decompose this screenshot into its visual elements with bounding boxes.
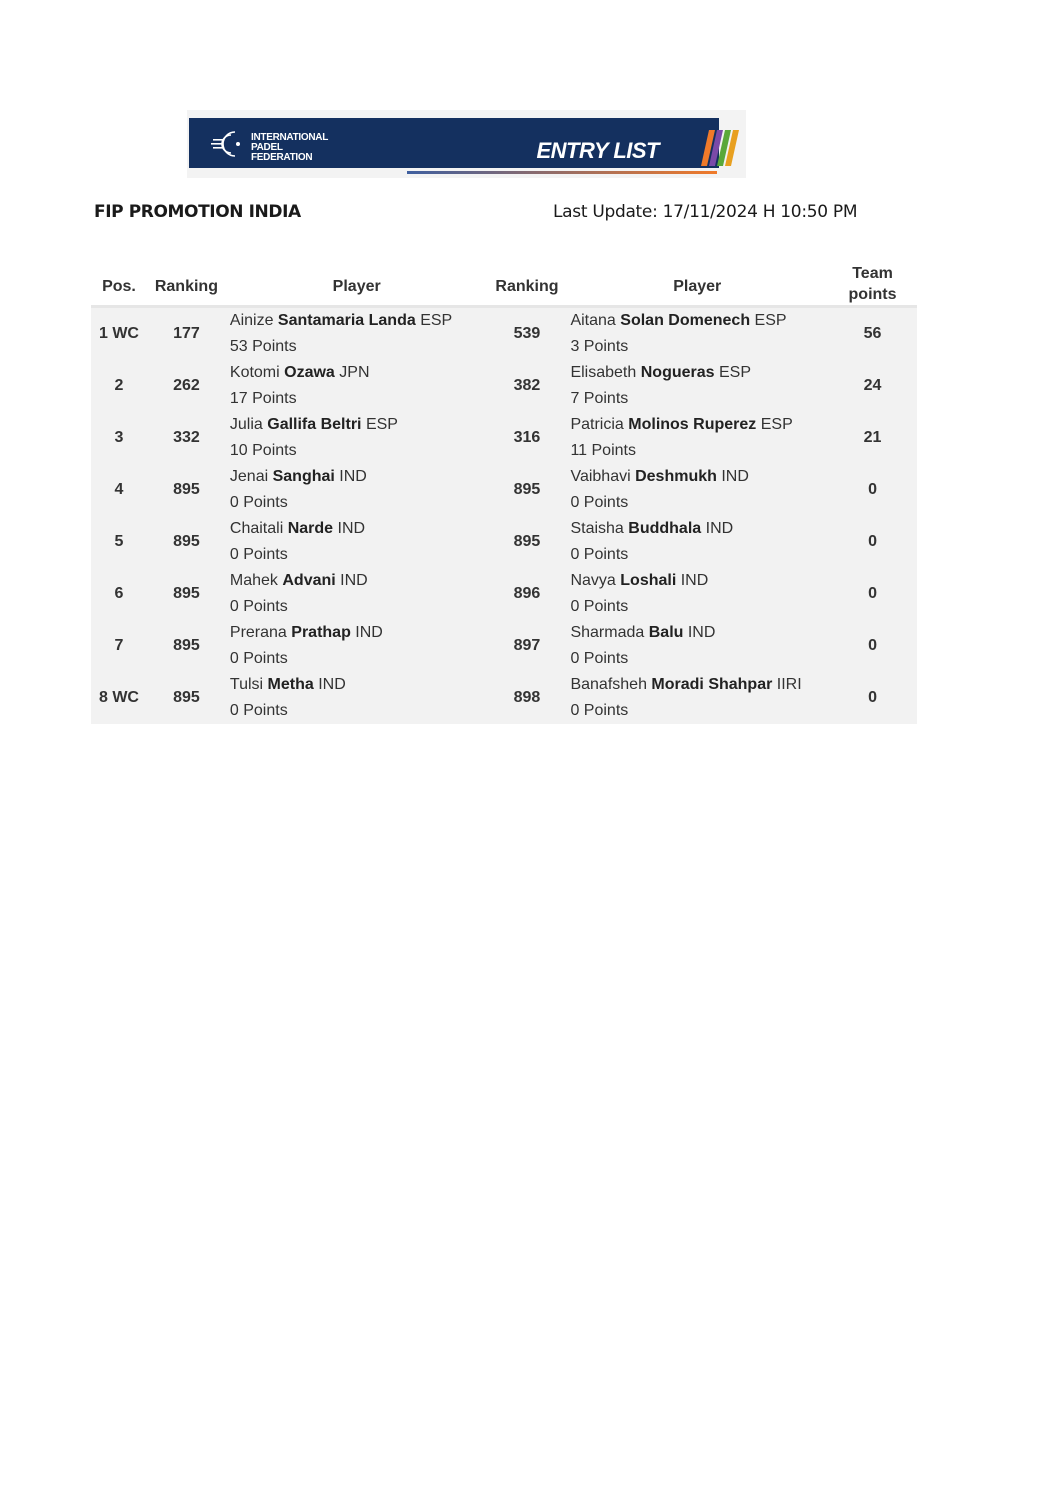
player-name-1 bbox=[230, 464, 488, 490]
player-name-1 bbox=[230, 360, 488, 386]
player-cell-1 bbox=[226, 464, 488, 516]
team-points-value: 0 bbox=[868, 689, 877, 706]
player-last-name: Deshmukh bbox=[635, 468, 717, 485]
team-points-value: 0 bbox=[868, 481, 877, 498]
player-last-name: Prathap bbox=[291, 624, 351, 641]
pos-cell bbox=[91, 464, 147, 516]
table-row bbox=[91, 307, 917, 361]
team-points-cell bbox=[828, 568, 917, 620]
ranking-value-1: 332 bbox=[173, 429, 200, 446]
ranking-cell-1 bbox=[147, 307, 226, 361]
player-first-name: Sharmada bbox=[570, 624, 645, 641]
ranking-value-1: 895 bbox=[173, 689, 200, 706]
player-last-name: Balu bbox=[648, 624, 684, 641]
player-name-2 bbox=[570, 620, 828, 646]
player-name-1 bbox=[230, 672, 488, 698]
pos-value: 5 bbox=[114, 533, 124, 550]
pos-value: 7 bbox=[114, 637, 124, 654]
team-points-value: 24 bbox=[863, 377, 882, 394]
fip-logo-icon bbox=[211, 130, 247, 158]
table-row bbox=[91, 412, 917, 464]
ranking-value-1: 895 bbox=[173, 481, 200, 498]
player-points-2: 0 Points bbox=[570, 702, 629, 719]
player-cell-1 bbox=[226, 568, 488, 620]
tournament-title: FIP PROMOTION INDIA bbox=[94, 202, 301, 222]
player-first-name: Prerana bbox=[229, 624, 287, 641]
ranking-value-2: 895 bbox=[513, 481, 541, 498]
player-name-2 bbox=[570, 516, 828, 542]
team-points-line-2: points bbox=[848, 286, 897, 303]
player-country: JPN bbox=[339, 364, 370, 381]
pos-cell bbox=[91, 360, 147, 412]
ranking-cell-2 bbox=[488, 307, 567, 361]
team-points-cell bbox=[828, 307, 917, 361]
player-country: ESP bbox=[718, 364, 751, 381]
team-points-value: 56 bbox=[863, 325, 882, 342]
player-points-2: 0 Points bbox=[570, 650, 629, 667]
ranking-cell-2 bbox=[488, 516, 567, 568]
team-points-cell bbox=[828, 620, 917, 672]
player-name-2 bbox=[570, 464, 828, 490]
fip-logo-text bbox=[251, 133, 328, 163]
player-points-1: 17 Points bbox=[229, 390, 297, 407]
player-first-name: Kotomi bbox=[229, 364, 280, 381]
entry-list-title: ENTRY LIST bbox=[536, 138, 659, 163]
player-country: IND bbox=[318, 676, 346, 693]
pos-value: 6 bbox=[114, 585, 124, 602]
player-country: IND bbox=[340, 572, 368, 589]
player-first-name: Chaitali bbox=[229, 520, 284, 537]
banner-underline bbox=[407, 171, 717, 174]
player-last-name: Narde bbox=[287, 520, 334, 537]
player-points-1: 10 Points bbox=[229, 442, 297, 459]
team-points-line-1: Team bbox=[852, 265, 893, 282]
player-first-name: Patricia bbox=[570, 416, 624, 433]
ranking-cell-2 bbox=[488, 412, 567, 464]
ranking-value-1: 895 bbox=[173, 637, 200, 654]
player-last-name: Solan Domenech bbox=[620, 312, 751, 329]
player-last-name: Loshali bbox=[620, 572, 677, 589]
col-pos: Pos. bbox=[91, 250, 147, 307]
player-points-1: 0 Points bbox=[229, 650, 288, 667]
player-points-2: 11 Points bbox=[570, 442, 636, 459]
logo-line-2: PADEL bbox=[251, 142, 283, 153]
player-cell-1 bbox=[226, 672, 488, 724]
player-cell-1 bbox=[226, 516, 488, 568]
team-points-cell bbox=[828, 360, 917, 412]
player-first-name: Banafsheh bbox=[570, 676, 647, 693]
pos-value: 8 WC bbox=[98, 689, 139, 706]
player-cell-1 bbox=[226, 307, 488, 361]
ranking-value-2: 382 bbox=[513, 377, 541, 394]
player-points-1: 53 Points bbox=[229, 338, 297, 355]
player-last-name: Sanghai bbox=[272, 468, 335, 485]
team-points-cell bbox=[828, 672, 917, 724]
player-last-name: Metha bbox=[267, 676, 314, 693]
pos-cell bbox=[91, 620, 147, 672]
pos-value: 1 WC bbox=[98, 325, 139, 342]
table-row bbox=[91, 620, 917, 672]
table-row bbox=[91, 360, 917, 412]
player-name-1 bbox=[230, 308, 488, 334]
col-player-1: Player bbox=[226, 250, 488, 307]
player-country: IND bbox=[680, 572, 709, 589]
table-header-row bbox=[91, 250, 917, 307]
player-name-2 bbox=[570, 568, 828, 594]
player-cell-2 bbox=[566, 307, 828, 361]
player-points-2: 7 Points bbox=[570, 390, 629, 407]
player-last-name: Buddhala bbox=[628, 520, 702, 537]
ranking-value-1: 177 bbox=[173, 325, 200, 342]
player-points-2: 0 Points bbox=[570, 546, 629, 563]
table-row bbox=[91, 672, 917, 724]
team-points-cell bbox=[828, 412, 917, 464]
pos-value: 3 bbox=[114, 429, 124, 446]
player-first-name: Ainize bbox=[229, 312, 274, 329]
ranking-cell-2 bbox=[488, 464, 567, 516]
player-first-name: Tulsi bbox=[229, 676, 264, 693]
pos-cell bbox=[91, 307, 147, 361]
player-cell-1 bbox=[226, 360, 488, 412]
player-points-2: 3 Points bbox=[570, 338, 629, 355]
player-country: IND bbox=[721, 468, 749, 485]
table-row bbox=[91, 516, 917, 568]
player-points-1: 0 Points bbox=[229, 494, 288, 511]
col-ranking-2: Ranking bbox=[488, 250, 567, 307]
player-country: IIRI bbox=[776, 676, 802, 693]
player-name-2 bbox=[570, 308, 828, 334]
player-name-2 bbox=[570, 412, 828, 438]
entry-list-banner bbox=[187, 110, 746, 178]
player-first-name: Mahek bbox=[229, 572, 278, 589]
ranking-cell-1 bbox=[147, 464, 226, 516]
col-player-2: Player bbox=[566, 250, 828, 307]
player-points-2: 0 Points bbox=[570, 494, 629, 511]
player-country: IND bbox=[687, 624, 716, 641]
table-row bbox=[91, 568, 917, 620]
player-last-name: Nogueras bbox=[640, 364, 715, 381]
col-ranking-1: Ranking bbox=[147, 250, 226, 307]
player-first-name: Navya bbox=[570, 572, 616, 589]
banner-bar bbox=[189, 118, 719, 168]
team-points-value: 21 bbox=[863, 429, 882, 446]
ranking-cell-1 bbox=[147, 516, 226, 568]
ranking-cell-2 bbox=[488, 672, 567, 724]
entry-list-table bbox=[91, 250, 917, 724]
last-update: Last Update: 17/11/2024 H 10:50 PM bbox=[553, 202, 858, 222]
team-points-cell bbox=[828, 516, 917, 568]
player-first-name: Vaibhavi bbox=[570, 468, 631, 485]
player-country: IND bbox=[705, 520, 734, 537]
team-points-value: 0 bbox=[868, 533, 877, 550]
ranking-value-1: 895 bbox=[173, 533, 200, 550]
player-last-name: Molinos Ruperez bbox=[628, 416, 757, 433]
player-first-name: Staisha bbox=[570, 520, 624, 537]
ranking-cell-1 bbox=[147, 672, 226, 724]
player-name-2 bbox=[570, 360, 828, 386]
player-first-name: Jenai bbox=[229, 468, 269, 485]
player-country: ESP bbox=[754, 312, 787, 329]
ranking-value-2: 316 bbox=[513, 429, 541, 446]
ranking-cell-1 bbox=[147, 412, 226, 464]
player-cell-1 bbox=[226, 412, 488, 464]
player-country: IND bbox=[337, 520, 366, 537]
ranking-cell-1 bbox=[147, 620, 226, 672]
ranking-value-2: 895 bbox=[513, 533, 541, 550]
player-last-name: Gallifa Beltri bbox=[267, 416, 362, 433]
player-points-2: 0 Points bbox=[570, 598, 629, 615]
player-points-1: 0 Points bbox=[229, 598, 288, 615]
player-country: IND bbox=[355, 624, 383, 641]
ranking-value-2: 539 bbox=[513, 325, 541, 342]
player-name-1 bbox=[230, 620, 488, 646]
ranking-value-1: 895 bbox=[173, 585, 200, 602]
player-cell-2 bbox=[566, 620, 828, 672]
player-name-1 bbox=[230, 568, 488, 594]
player-cell-2 bbox=[566, 360, 828, 412]
ranking-value-2: 896 bbox=[513, 585, 541, 602]
pos-value: 2 bbox=[114, 377, 124, 394]
logo-line-3: FEDERATION bbox=[251, 152, 313, 163]
color-stripes-icon bbox=[693, 130, 743, 166]
player-first-name: Julia bbox=[229, 416, 263, 433]
player-cell-2 bbox=[566, 672, 828, 724]
player-country: IND bbox=[339, 468, 367, 485]
player-last-name: Moradi Shahpar bbox=[651, 676, 773, 693]
ranking-cell-2 bbox=[488, 568, 567, 620]
player-points-1: 0 Points bbox=[229, 702, 288, 719]
player-name-1 bbox=[230, 516, 488, 542]
col-team-points bbox=[828, 250, 917, 307]
player-cell-2 bbox=[566, 464, 828, 516]
ranking-value-1: 262 bbox=[173, 377, 200, 394]
player-cell-2 bbox=[566, 516, 828, 568]
pos-cell bbox=[91, 672, 147, 724]
ranking-cell-1 bbox=[147, 568, 226, 620]
player-name-1 bbox=[230, 412, 488, 438]
pos-value: 4 bbox=[114, 481, 124, 498]
ranking-value-2: 897 bbox=[513, 637, 541, 654]
player-last-name: Santamaria Landa bbox=[277, 312, 416, 329]
ranking-cell-1 bbox=[147, 360, 226, 412]
team-points-value: 0 bbox=[868, 637, 877, 654]
ranking-cell-2 bbox=[488, 360, 567, 412]
player-country: ESP bbox=[365, 416, 398, 433]
ranking-cell-2 bbox=[488, 620, 567, 672]
pos-cell bbox=[91, 568, 147, 620]
player-name-2 bbox=[570, 672, 828, 698]
logo-line-1: INTERNATIONAL bbox=[251, 132, 329, 143]
player-country: ESP bbox=[420, 312, 453, 329]
ranking-value-2: 898 bbox=[513, 689, 541, 706]
player-cell-1 bbox=[226, 620, 488, 672]
player-last-name: Advani bbox=[282, 572, 336, 589]
team-points-cell bbox=[828, 464, 917, 516]
pos-cell bbox=[91, 412, 147, 464]
player-country: ESP bbox=[760, 416, 793, 433]
team-points-value: 0 bbox=[868, 585, 877, 602]
player-last-name: Ozawa bbox=[284, 364, 335, 381]
player-cell-2 bbox=[566, 568, 828, 620]
table-row bbox=[91, 464, 917, 516]
player-first-name: Elisabeth bbox=[570, 364, 637, 381]
player-points-1: 0 Points bbox=[229, 546, 288, 563]
player-first-name: Aitana bbox=[570, 312, 616, 329]
player-cell-2 bbox=[566, 412, 828, 464]
pos-cell bbox=[91, 516, 147, 568]
